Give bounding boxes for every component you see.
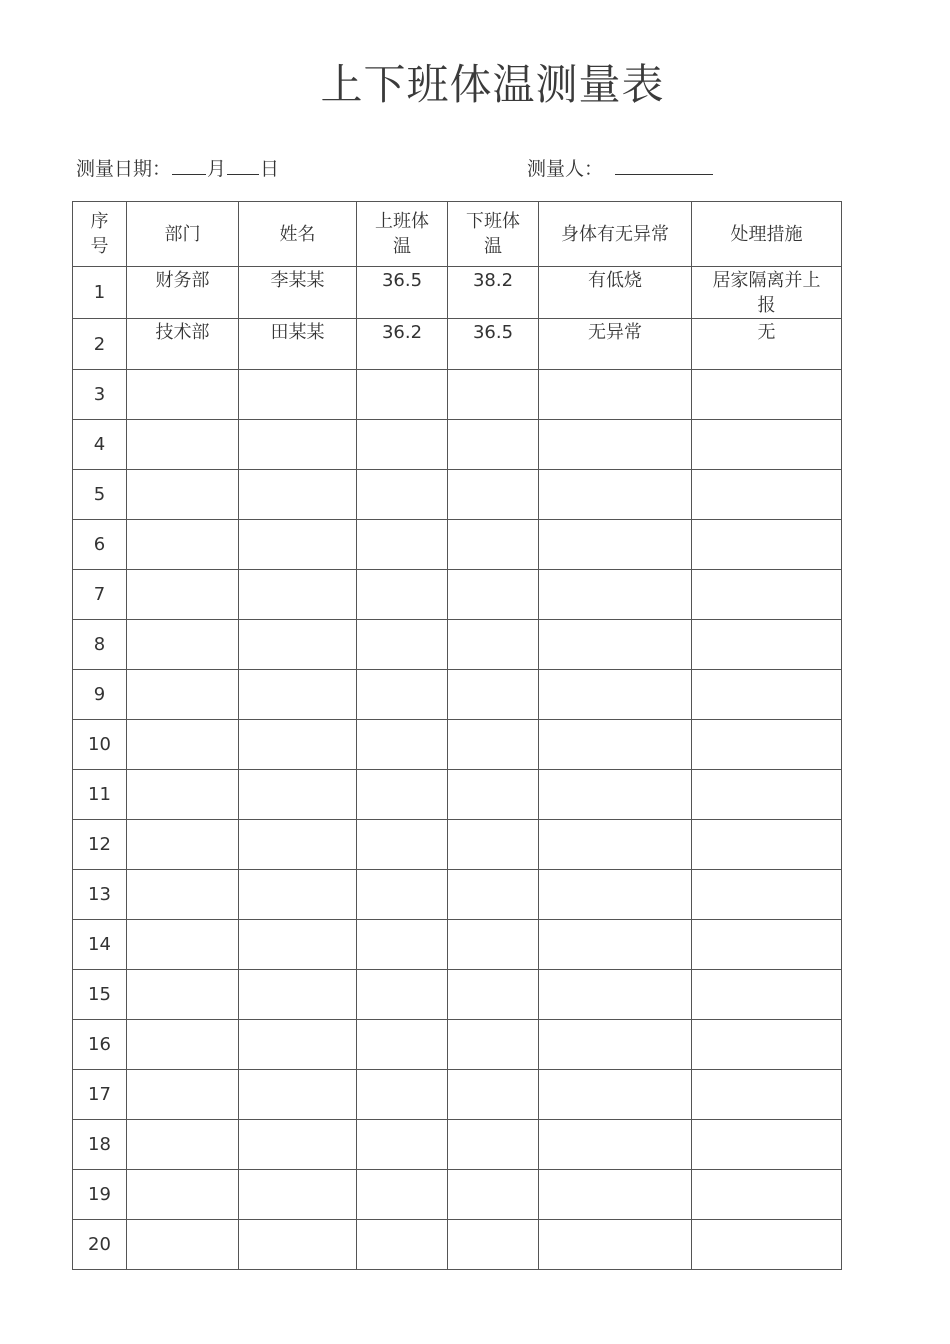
cell-measures[interactable] xyxy=(692,520,842,570)
cell-am-temp[interactable] xyxy=(357,620,448,670)
table-row xyxy=(73,420,842,470)
cell-department[interactable] xyxy=(127,520,239,570)
cell-name[interactable] xyxy=(239,1120,357,1170)
cell-measures[interactable] xyxy=(692,870,842,920)
cell-abnormal[interactable]: 有低烧 xyxy=(539,267,692,319)
cell-measures[interactable] xyxy=(692,970,842,1020)
cell-department[interactable] xyxy=(127,620,239,670)
table-row xyxy=(73,370,842,420)
table-row xyxy=(73,570,842,620)
cell-name[interactable] xyxy=(239,720,357,770)
cell-index: 11 xyxy=(73,770,127,820)
table-body xyxy=(73,267,842,1270)
cell-name[interactable] xyxy=(239,1220,357,1270)
cell-name[interactable] xyxy=(239,420,357,470)
cell-abnormal[interactable] xyxy=(539,1120,692,1170)
cell-am-temp[interactable] xyxy=(357,520,448,570)
cell-index: 13 xyxy=(73,870,127,920)
table-row xyxy=(73,920,842,970)
cell-measures[interactable]: 居家隔离并上报 xyxy=(692,267,842,319)
page-title: 上下班体温测量表 xyxy=(320,60,665,109)
cell-department[interactable] xyxy=(127,1020,239,1070)
table-row xyxy=(73,1170,842,1220)
cell-measures[interactable] xyxy=(692,820,842,870)
month-label: 月 xyxy=(207,158,227,180)
cell-abnormal[interactable] xyxy=(539,670,692,720)
measure-date-line xyxy=(76,154,279,181)
cell-department[interactable] xyxy=(127,570,239,620)
month-blank[interactable] xyxy=(172,156,206,175)
cell-name[interactable] xyxy=(239,520,357,570)
cell-am-temp[interactable] xyxy=(357,920,448,970)
cell-am-temp[interactable] xyxy=(357,370,448,420)
cell-abnormal[interactable]: 无异常 xyxy=(539,319,692,370)
cell-abnormal[interactable] xyxy=(539,620,692,670)
cell-department[interactable]: 财务部 xyxy=(127,267,239,319)
cell-department[interactable] xyxy=(127,820,239,870)
cell-index: 1 xyxy=(73,267,127,319)
cell-department[interactable] xyxy=(127,770,239,820)
cell-abnormal[interactable] xyxy=(539,370,692,420)
cell-department[interactable]: 技术部 xyxy=(127,319,239,370)
col-header-abnormal: 身体有无异常 xyxy=(539,202,692,267)
cell-index: 12 xyxy=(73,820,127,870)
col-header-measures: 处理措施 xyxy=(692,202,842,267)
cell-name[interactable] xyxy=(239,1070,357,1120)
col-header-am-temp: 上班体温 xyxy=(357,202,448,267)
cell-pm-temp[interactable] xyxy=(448,1120,539,1170)
table-row xyxy=(73,720,842,770)
cell-measures[interactable] xyxy=(692,1070,842,1120)
col-header-pm-temp: 下班体温 xyxy=(448,202,539,267)
cell-measures[interactable]: 无 xyxy=(692,319,842,370)
cell-abnormal[interactable] xyxy=(539,970,692,1020)
cell-index: 5 xyxy=(73,470,127,520)
cell-am-temp[interactable] xyxy=(357,570,448,620)
measurer-line xyxy=(527,154,714,181)
cell-index: 6 xyxy=(73,520,127,570)
cell-am-temp[interactable] xyxy=(357,670,448,720)
table-row xyxy=(73,670,842,720)
cell-pm-temp[interactable] xyxy=(448,1070,539,1120)
table-row xyxy=(73,319,842,370)
cell-index: 3 xyxy=(73,370,127,420)
cell-measures[interactable] xyxy=(692,370,842,420)
cell-name[interactable] xyxy=(239,970,357,1020)
cell-abnormal[interactable] xyxy=(539,870,692,920)
table-row xyxy=(73,870,842,920)
cell-measures[interactable] xyxy=(692,620,842,670)
table-row xyxy=(73,1070,842,1120)
cell-pm-temp[interactable] xyxy=(448,520,539,570)
cell-department[interactable] xyxy=(127,370,239,420)
cell-pm-temp[interactable] xyxy=(448,620,539,670)
day-label: 日 xyxy=(260,158,280,180)
day-blank[interactable] xyxy=(227,156,259,175)
cell-department[interactable] xyxy=(127,970,239,1020)
cell-department[interactable] xyxy=(127,1220,239,1270)
cell-index: 20 xyxy=(73,1220,127,1270)
cell-index: 14 xyxy=(73,920,127,970)
cell-abnormal[interactable] xyxy=(539,470,692,520)
cell-abnormal[interactable] xyxy=(539,820,692,870)
cell-abnormal[interactable] xyxy=(539,520,692,570)
cell-pm-temp[interactable] xyxy=(448,970,539,1020)
cell-name[interactable] xyxy=(239,620,357,670)
cell-department[interactable] xyxy=(127,870,239,920)
cell-index: 7 xyxy=(73,570,127,620)
cell-pm-temp[interactable] xyxy=(448,670,539,720)
cell-index: 9 xyxy=(73,670,127,720)
cell-measures[interactable] xyxy=(692,1170,842,1220)
cell-index: 4 xyxy=(73,420,127,470)
cell-measures[interactable] xyxy=(692,570,842,620)
measurer-blank[interactable] xyxy=(615,156,713,175)
cell-name[interactable] xyxy=(239,570,357,620)
cell-name[interactable] xyxy=(239,470,357,520)
cell-pm-temp[interactable] xyxy=(448,370,539,420)
col-header-index: 序号 xyxy=(73,202,127,267)
table-row xyxy=(73,620,842,670)
cell-index: 19 xyxy=(73,1170,127,1220)
header-row xyxy=(73,202,842,267)
cell-abnormal[interactable] xyxy=(539,1070,692,1120)
cell-index: 10 xyxy=(73,720,127,770)
cell-am-temp[interactable] xyxy=(357,1120,448,1170)
cell-department[interactable] xyxy=(127,720,239,770)
cell-measures[interactable] xyxy=(692,1220,842,1270)
cell-department[interactable] xyxy=(127,670,239,720)
cell-index: 17 xyxy=(73,1070,127,1120)
cell-abnormal[interactable] xyxy=(539,770,692,820)
cell-name[interactable]: 田某某 xyxy=(239,319,357,370)
cell-am-temp[interactable] xyxy=(357,870,448,920)
cell-am-temp[interactable] xyxy=(357,1070,448,1120)
table-row xyxy=(73,470,842,520)
cell-department[interactable] xyxy=(127,1120,239,1170)
cell-am-temp[interactable]: 36.5 xyxy=(357,267,448,319)
cell-department[interactable] xyxy=(127,920,239,970)
cell-am-temp[interactable] xyxy=(357,970,448,1020)
cell-measures[interactable] xyxy=(692,770,842,820)
table-row xyxy=(73,1020,842,1070)
cell-index: 15 xyxy=(73,970,127,1020)
cell-measures[interactable] xyxy=(692,420,842,470)
cell-measures[interactable] xyxy=(692,720,842,770)
cell-am-temp[interactable] xyxy=(357,720,448,770)
cell-abnormal[interactable] xyxy=(539,570,692,620)
cell-pm-temp[interactable] xyxy=(448,1220,539,1270)
col-header-department: 部门 xyxy=(127,202,239,267)
cell-abnormal[interactable] xyxy=(539,720,692,770)
cell-name[interactable]: 李某某 xyxy=(239,267,357,319)
cell-name[interactable] xyxy=(239,1170,357,1220)
measure-date-label: 测量日期： xyxy=(76,158,172,180)
table-row xyxy=(73,267,842,319)
cell-abnormal[interactable] xyxy=(539,420,692,470)
cell-measures[interactable] xyxy=(692,1020,842,1070)
cell-pm-temp[interactable]: 38.2 xyxy=(448,267,539,319)
cell-am-temp[interactable]: 36.2 xyxy=(357,319,448,370)
cell-pm-temp[interactable] xyxy=(448,570,539,620)
cell-pm-temp[interactable] xyxy=(448,920,539,970)
cell-am-temp[interactable] xyxy=(357,770,448,820)
cell-measures[interactable] xyxy=(692,470,842,520)
cell-measures[interactable] xyxy=(692,1120,842,1170)
cell-pm-temp[interactable] xyxy=(448,470,539,520)
cell-name[interactable] xyxy=(239,1020,357,1070)
cell-pm-temp[interactable] xyxy=(448,1020,539,1070)
cell-abnormal[interactable] xyxy=(539,1220,692,1270)
cell-abnormal[interactable] xyxy=(539,1170,692,1220)
table-row xyxy=(73,820,842,870)
cell-am-temp[interactable] xyxy=(357,1170,448,1220)
cell-pm-temp[interactable] xyxy=(448,720,539,770)
cell-pm-temp[interactable] xyxy=(448,1170,539,1220)
table-row xyxy=(73,770,842,820)
table-row xyxy=(73,970,842,1020)
cell-abnormal[interactable] xyxy=(539,1020,692,1070)
cell-index: 8 xyxy=(73,620,127,670)
cell-am-temp[interactable] xyxy=(357,820,448,870)
table-row xyxy=(73,1120,842,1170)
cell-department[interactable] xyxy=(127,420,239,470)
table-row xyxy=(73,520,842,570)
cell-name[interactable] xyxy=(239,370,357,420)
cell-abnormal[interactable] xyxy=(539,920,692,970)
cell-name[interactable] xyxy=(239,770,357,820)
cell-am-temp[interactable] xyxy=(357,1020,448,1070)
cell-name[interactable] xyxy=(239,820,357,870)
table-row xyxy=(73,1220,842,1270)
cell-pm-temp[interactable] xyxy=(448,870,539,920)
temperature-table xyxy=(72,201,842,1270)
cell-index: 2 xyxy=(73,319,127,370)
cell-name[interactable] xyxy=(239,670,357,720)
cell-pm-temp[interactable]: 36.5 xyxy=(448,319,539,370)
cell-department[interactable] xyxy=(127,470,239,520)
cell-measures[interactable] xyxy=(692,670,842,720)
cell-index: 16 xyxy=(73,1020,127,1070)
cell-pm-temp[interactable] xyxy=(448,420,539,470)
cell-am-temp[interactable] xyxy=(357,470,448,520)
measurer-label: 测量人： xyxy=(527,158,604,180)
cell-am-temp[interactable] xyxy=(357,420,448,470)
cell-name[interactable] xyxy=(239,870,357,920)
cell-department[interactable] xyxy=(127,1070,239,1120)
cell-measures[interactable] xyxy=(692,920,842,970)
col-header-name: 姓名 xyxy=(239,202,357,267)
cell-pm-temp[interactable] xyxy=(448,820,539,870)
cell-index: 18 xyxy=(73,1120,127,1170)
cell-name[interactable] xyxy=(239,920,357,970)
cell-pm-temp[interactable] xyxy=(448,770,539,820)
cell-am-temp[interactable] xyxy=(357,1220,448,1270)
cell-department[interactable] xyxy=(127,1170,239,1220)
